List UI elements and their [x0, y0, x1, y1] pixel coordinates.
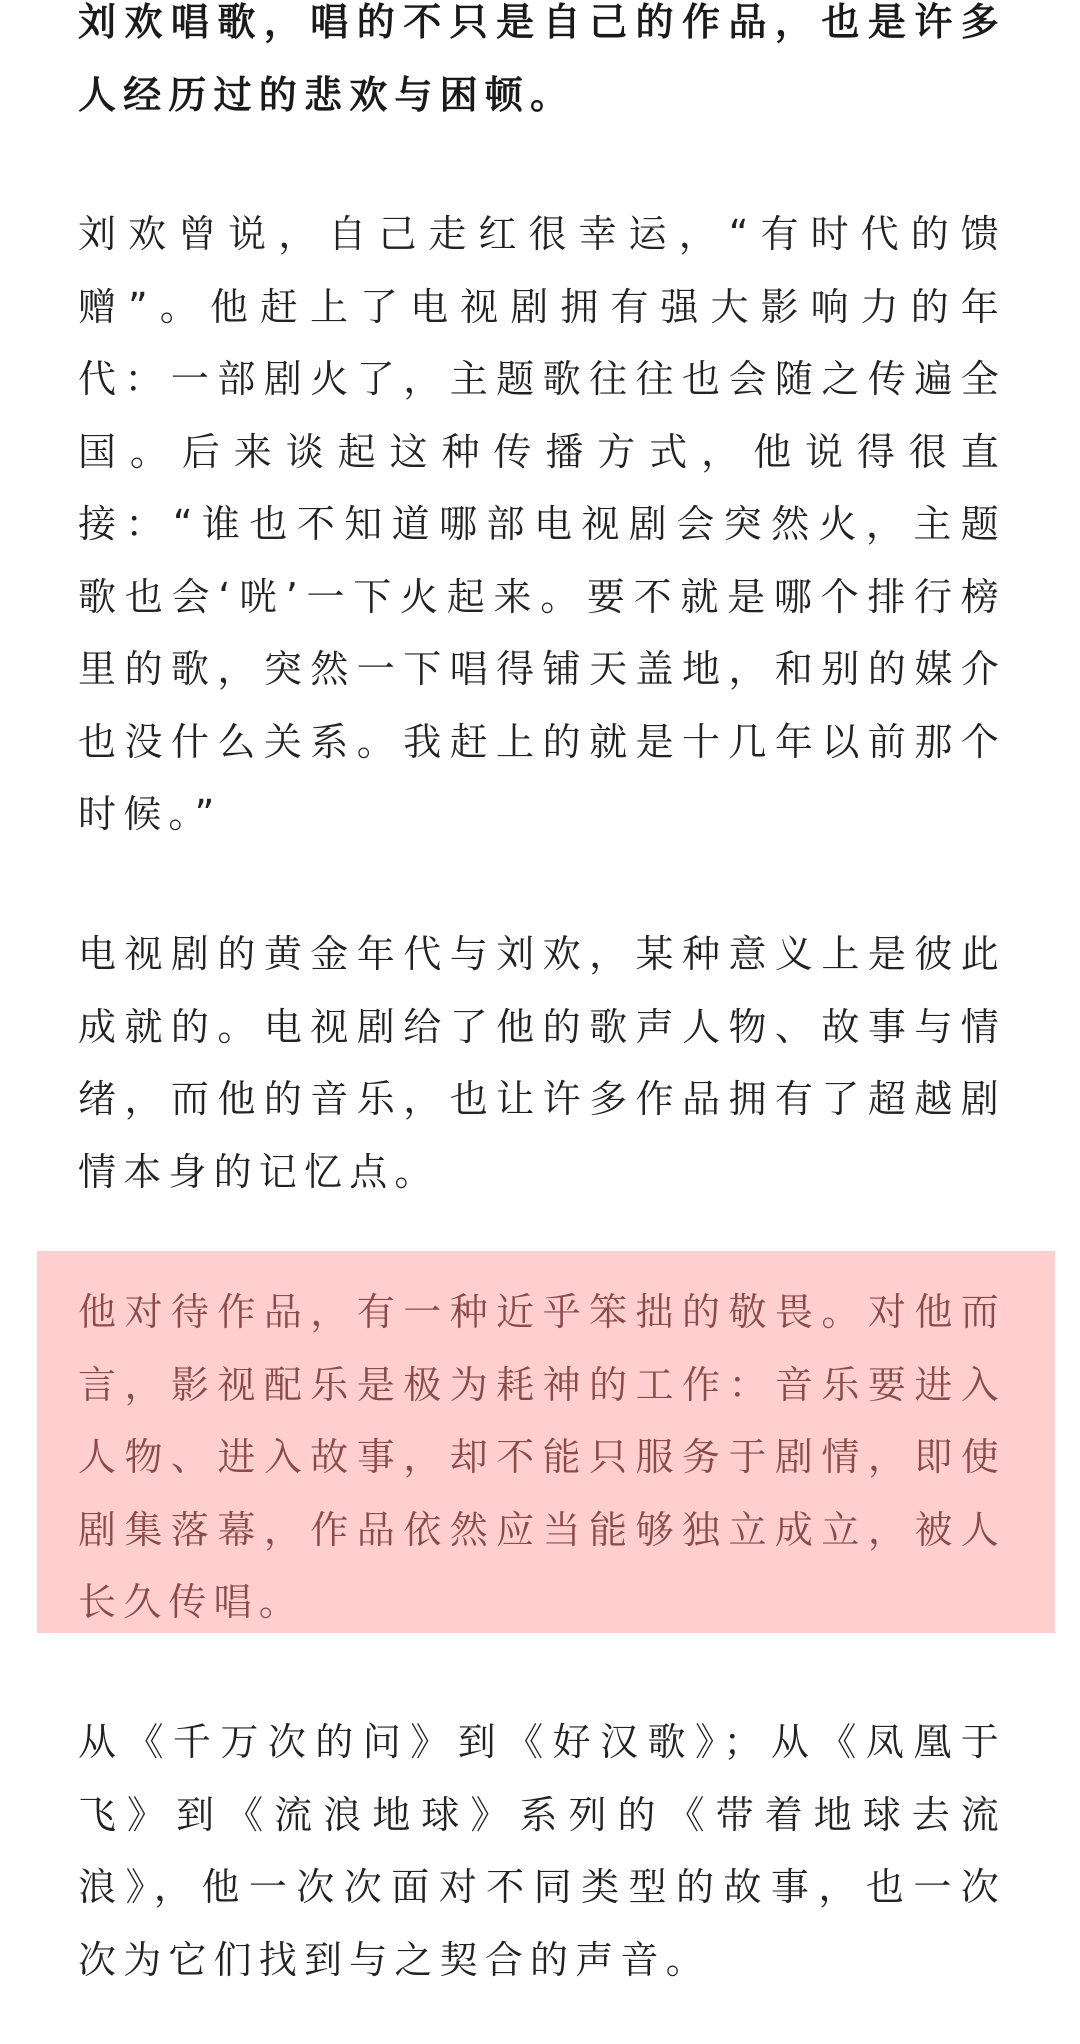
highlighted-paragraph: 他对待作品，有一种近乎笨拙的敬畏。对他而言，影视配乐是极为耗神的工作：音乐要进入人物、进入故事，却不能只服务于剧情，即使剧集落幕，作品依然应当能够独立成立，被人长久传唱。	[78, 1290, 1006, 1624]
tv-era-paragraph: 电视剧的黄金年代与刘欢，某种意义上是彼此成就的。电视剧给了他的歌声人物、故事与情绪，而他的音乐，也让许多作品拥有了超越剧情本身的记忆点。	[78, 932, 1006, 1194]
lead-paragraph: 刘欢唱歌，唱的不只是自己的作品，也是许多人经历过的悲欢与困顿。	[78, 0, 1006, 117]
works-paragraph: 从《千万次的问》到《好汉歌》；从《凤凰于飞》到《流浪地球》系列的《带着地球去流浪》，他一次次面对不同类型的故事，也一次次为它们找到与之契合的声音。	[78, 1720, 1006, 1982]
quote-paragraph: 刘欢曾说，自己走红很幸运，“有时代的馈赠”。他赶上了电视剧拥有强大影响力的年代：一部剧火了，主题歌往往也会随之传遍全国。后来谈起这种传播方式，他说得很直接：“谁也不知道哪部电视剧会突然火，主题歌也会‘咣’一下火起来。要不就是哪个排行榜里的歌，突然一下唱得铺天盖地，和别的媒介也没什么关系。我赶上的就是十几年以前那个时候。”	[78, 212, 1006, 836]
